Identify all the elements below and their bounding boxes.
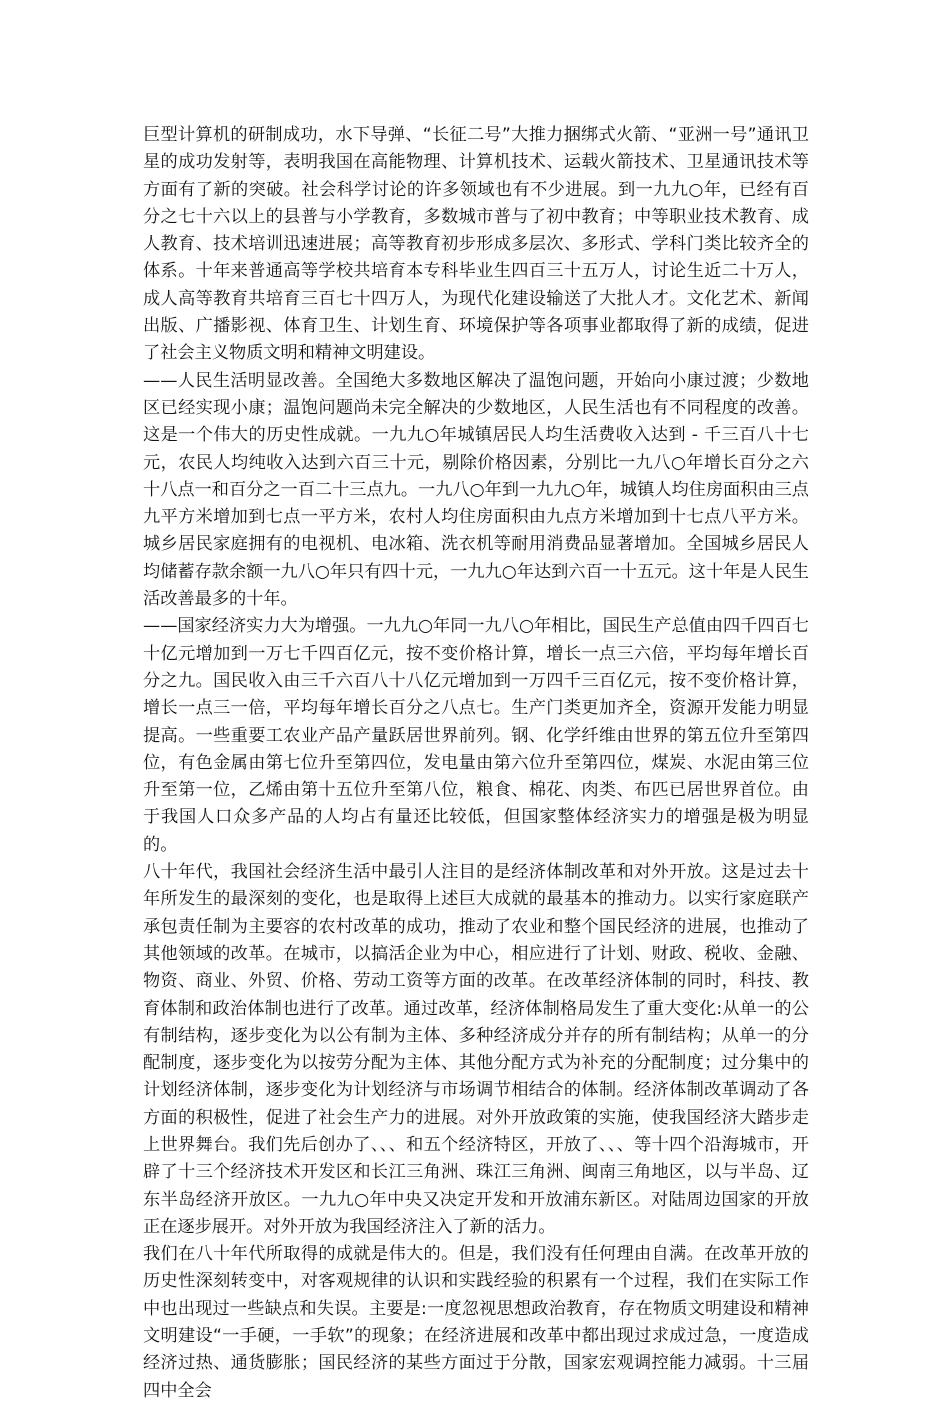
paragraph-economic-strength: ——国家经济实力大为增强。一九九○年同一九八○年相比，国民生产总值由四千四百七十亿元增加到一万七千四百亿元，按不变价格计算，增长一点三六倍，平均每年增长百分之九。国民收入由三千六百八十八亿元增加到一万四千三百亿元，按不变价格计算，增长一点三一倍，平均每年增长百分之八点七。生产门类更加齐全，资源开发能力明显提高。一些重要工农业产品产量跃居世界前列。钢、化学纤维由世界的第五位升至第四位，有色金属由第七位升至第四位，发电量由第六位升至第四位，煤炭、水泥由第三位升至第一位，乙烯由第十五位升至第八位，粮食、棉花、肉类、布匹已居世界首位。由于我国人口众多产品的人均占有量还比较低，但国家整体经济实力的增强是极为明显的。 bbox=[143, 616, 809, 855]
paragraph-living-standards: ——人民生活明显改善。全国绝大多数地区解决了温饱问题，开始向小康过渡；少数地区已经实现小康；温饱问题尚未完全解决的少数地区，人民生活也有不同程度的改善。这是一个伟大的历史性成就。一九九○年城镇居民人均生活费收入达到 - 千三百八十七元，农民人均纯收入达到六百三十元，剔除价格因素，分别比一九八○年增长百分之六十八点一和百分之一百二十三点九。一九八○年到一九九○年，城镇人均住房面积由三点九平方米增加到七点一平方米，农村人均住房面积由九点方米增加到十七点八平方米。城乡居民家庭拥有的电视机、电冰箱、洗衣机等耐用消费品显著增加。全国城乡居民人均储蓄存款余额一九八○年只有四十元，一九九○年达到六百一十五元。这十年是人民生活改善最多的十年。 bbox=[143, 370, 809, 610]
paragraph-reform-opening: 八十年代，我国社会经济生活中最引人注目的是经济体制改革和对外开放。这是过去十年所发生的最深刻的变化，也是取得上述巨大成就的最基本的推动力。以实行家庭联产承包责任制为主要容的农村改革的成功，推动了农业和整个国民经济的进展，也推动了其他领域的改革。在城市，以搞活企业为中心，相应进行了计划、财政、税收、金融、物资、商业、外贸、价格、劳动工资等方面的改革。在改革经济体制的同时，科技、教育体制和政治体制也进行了改革。通过改革，经济体制格局发生了重大变化:从单一的公有制结构，逐步变化为以公有制为主体、多种经济成分并存的所有制结构；从单一的分配制度，逐步变化为以按劳分配为主体、其他分配方式为补充的分配制度；过分集中的计划经济体制，逐步变化为计划经济与市场调节相结合的体制。经济体制改革调动了各方面的积极性，促进了社会生产力的进展。对外开放政策的实施，使我国经济大踏步走上世界舞台。我们先后创办了、、、和五个经济特区，开放了、、、等十四个沿海城市，开辟了十三个经济技术开发区和长江三角洲、珠江三角洲、闽南三角地区，以与半岛、辽东半岛经济开放区。一九九○年中央又决定开发和开放浦东新区。对陆周边国家的开放正在逐步展开。对外开放为我国经济注入了新的活力。 bbox=[143, 862, 809, 1237]
paragraph-science-education: 巨型计算机的研制成功，水下导弹、“长征二号”大推力捆绑式火箭、“亚洲一号”通讯卫星的成功发射等，表明我国在高能物理、计算机技术、运载火箭技术、卫星通讯技术等方面有了新的突破。社会科学讨论的许多领域也有不少进展。到一九九○年，已经有百分之七十六以上的县普与小学教育，多数城市普与了初中教育；中等职业技术教育、成人教育、技术培训迅速进展；高等教育初步形成多层次、多形式、学科门类比较齐全的体系。十年来普通高等学校共培育本专科毕业生四百三十五万人，讨论生近二十万人，成人高等教育共培育三百七十四万人，为现代化建设输送了大批人才。文化艺术、新闻出版、广播影视、体育卫生、计划生育、环境保护等各项事业都取得了新的成绩，促进了社会主义物质文明和精神文明建设。 bbox=[143, 125, 809, 364]
paragraph-shortcomings: 我们在八十年代所取得的成就是伟大的。但是，我们没有任何理由自满。在改革开放的历史性深刻转变中，对客观规律的认识和实践经验的积累有一个过程，我们在实际工作中也出现过一些缺点和失误。主要是:一度忽视思想政治教育，存在物质文明建设和精神文明建设“一手硬，一手软”的现象；在经济进展和改革中都出现过求成过急，一度造成经济过热、通货膨胀；国民经济的某些方面过于分散，国家宏观调控能力减弱。十三届四中全会 bbox=[143, 1244, 809, 1401]
document-body bbox=[143, 122, 809, 1405]
